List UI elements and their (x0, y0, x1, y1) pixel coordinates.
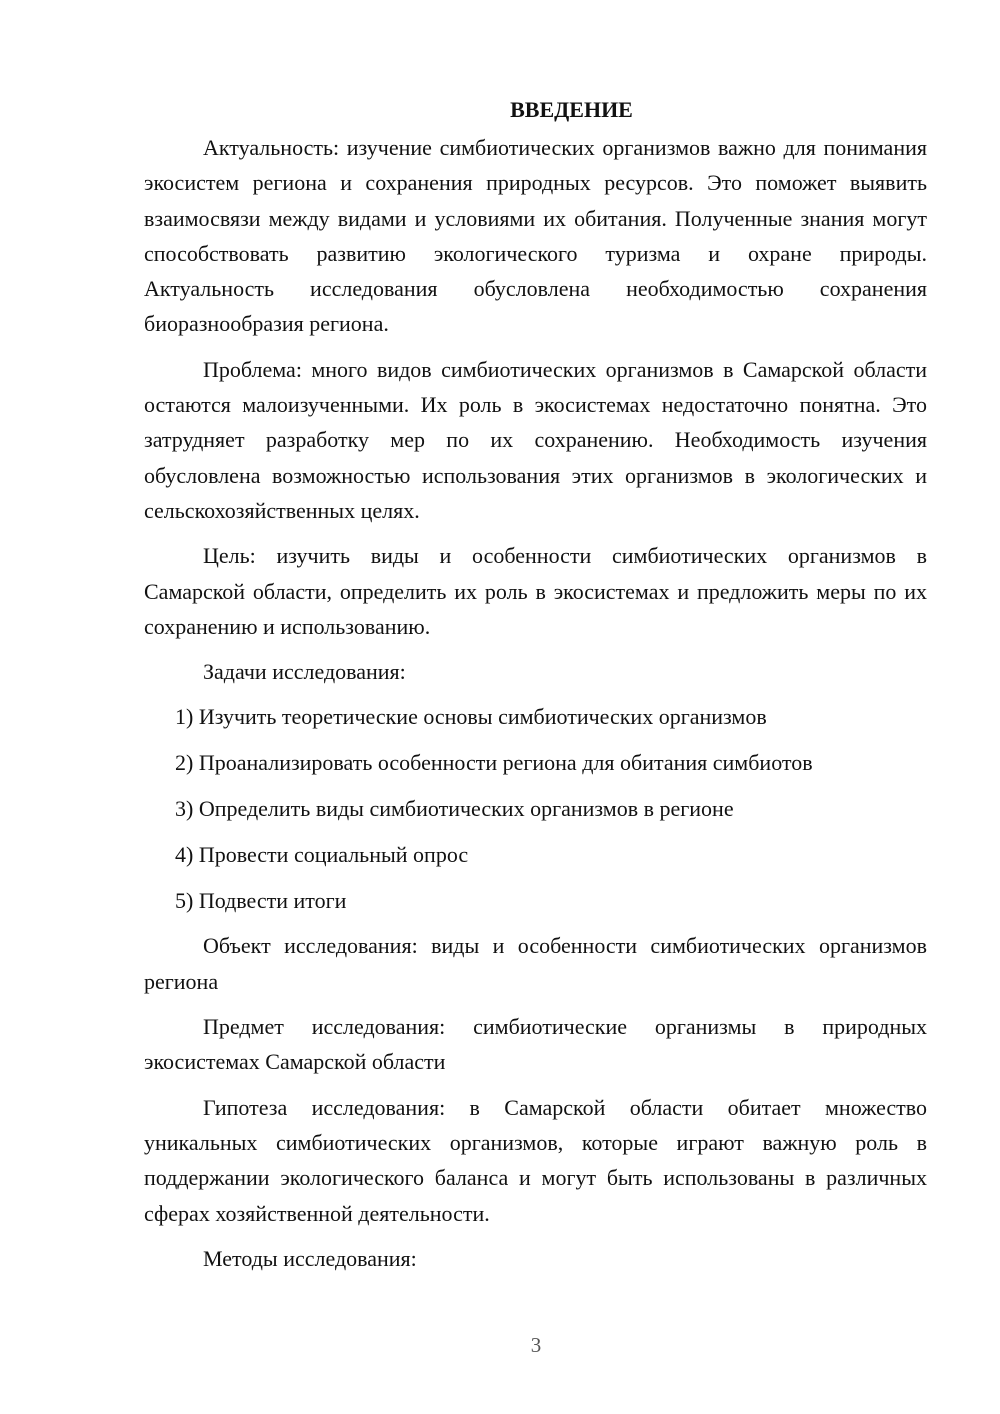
paragraph-problem: Проблема: много видов симбиотических организмов в Самарской области остаются малоизученными. Их роль в экосистемах недостаточно понятна. Это затрудняет разработку мер по их сохранению. Необходимость изучения обусловлена возможностью использования этих организмов в экологических и сельскохозяйственных целях. (144, 356, 927, 523)
paragraph-methods: Методы исследования: (203, 1245, 417, 1271)
page-title: ВВЕДЕНИЕ (510, 97, 633, 122)
list-item: 3) Определить виды симбиотических организмов в регионе (175, 796, 734, 822)
page-content (144, 92, 927, 1286)
paragraph-hypothesis: Гипотеза исследования: в Самарской области обитает множество уникальных симбиотических организмов, которые играют важную роль в поддержании экологического баланса и могут быть использованы в различных сферах хозяйственной деятельности. (144, 1094, 927, 1226)
list-item: 1) Изучить теоретические основы симбиотических организмов (175, 704, 767, 730)
paragraph-tasks-heading: Задачи исследования: (203, 659, 406, 685)
paragraph-subject: Предмет исследования: симбиотические организмы в природных экосистемах Самарской области (144, 1014, 927, 1075)
paragraph-goal: Цель: изучить виды и особенности симбиотических организмов в Самарской области, определить их роль в экосистемах и предложить меры по их сохранению и использованию. (144, 543, 927, 639)
list-item: 5) Подвести итоги (175, 887, 347, 913)
paragraph-object: Объект исследования: виды и особенности симбиотических организмов региона (144, 933, 927, 994)
page-number: 3 (530, 1333, 542, 1357)
paragraph-relevance: Актуальность: изучение симбиотических организмов важно для понимания экосистем региона и сохранения природных ресурсов. Это поможет выявить взаимосвязи между видами и условиями их обитания. Полученные знания могут способствовать развитию экологического туризма и охране природы. Актуальность исследования обусловлена необходимостью сохранения биоразнообразия региона. (144, 135, 927, 337)
list-item: 4) Провести социальный опрос (175, 841, 469, 867)
tasks-list (144, 699, 927, 917)
list-item: 2) Проанализировать особенности региона для обитания симбиотов (175, 750, 813, 776)
